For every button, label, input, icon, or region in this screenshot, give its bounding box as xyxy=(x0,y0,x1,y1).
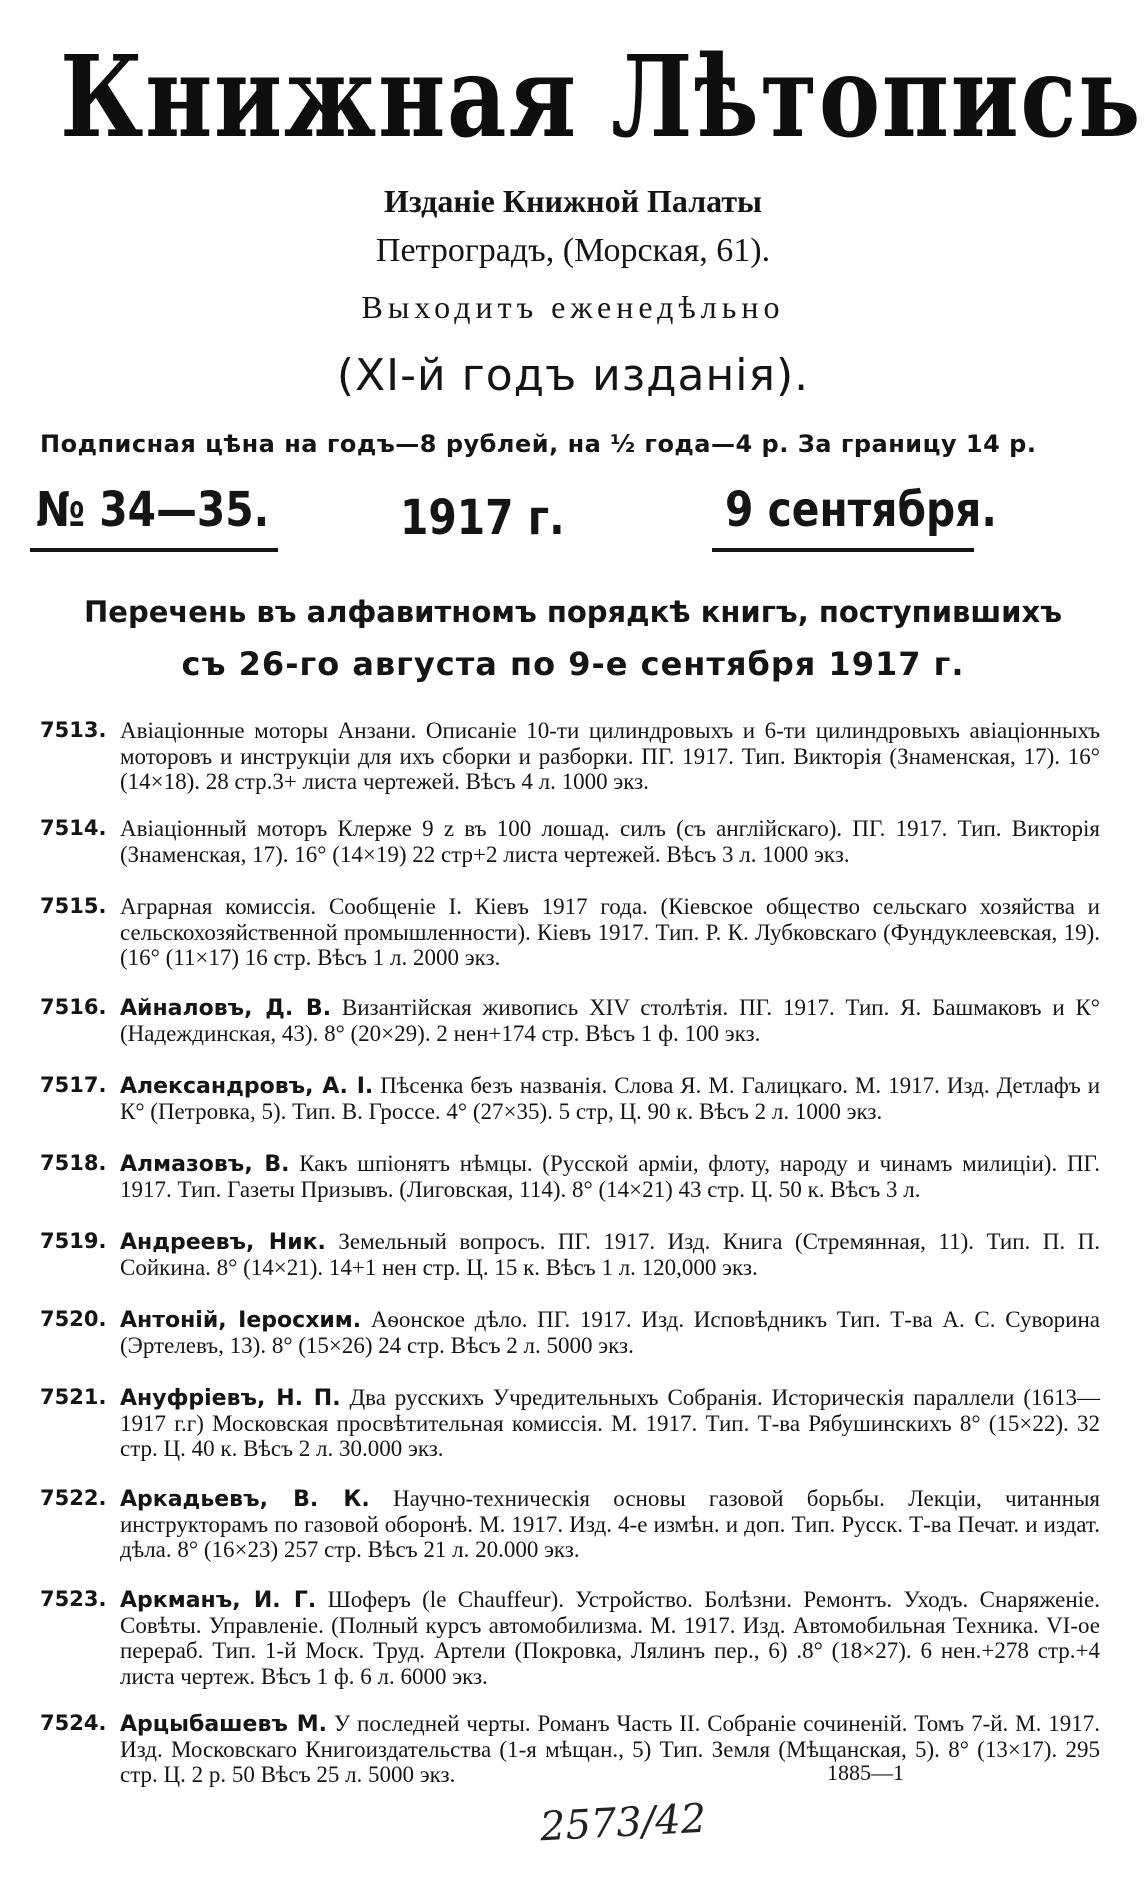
journal-title: Книжная Лѣтопись xyxy=(60,32,1142,163)
entry-text: Какъ шпіонятъ нѣмцы. (Русской арміи, флоту, народу и чинамъ милиціи). ПГ. 1917. Тип. Газеты Призывъ. (Лиговская, 114). 8° (14×21) 43 стр. Ц. 50 к. Вѣсъ 3 л. xyxy=(120,1151,1101,1203)
list-item xyxy=(40,1385,1100,1486)
entry-author: Алмазовъ, В. xyxy=(120,1152,290,1177)
entry-number: 7516. xyxy=(40,995,107,1019)
entry-number: 7513. xyxy=(40,718,107,742)
list-item xyxy=(40,718,1100,816)
list-item xyxy=(40,1711,1100,1812)
entry-number: 7523. xyxy=(40,1587,107,1611)
entry-author: Андреевъ, Ник. xyxy=(120,1230,326,1255)
list-item xyxy=(40,816,1100,894)
list-item xyxy=(40,894,1100,995)
entry-number: 7522. xyxy=(40,1486,107,1510)
entry-number: 7519. xyxy=(40,1229,107,1253)
subscription-price: Подписная цѣна на годъ—8 рублей, на ½ года—4 р. За границу 14 р. xyxy=(40,430,1037,458)
issue-number: № 34—35. xyxy=(36,482,270,538)
entry-author: Антоній, Іеросхим. xyxy=(120,1308,362,1333)
entry-author: Аркманъ, И. Г. xyxy=(120,1588,317,1613)
entry-number: 7515. xyxy=(40,894,107,918)
entry-text: Пѣсенка безъ названія. Слова Я. М. Галицкаго. М. 1917. Изд. Детлафъ и К° (Петровка, 5). Тип. В. Гроссе. 4° (27×35). 5 стр, Ц. 90 к. Вѣсъ 2 л. 1000 экз. xyxy=(120,1073,1101,1125)
list-item xyxy=(40,1307,1100,1385)
address-line: Петроградъ, (Морская, 61). xyxy=(375,232,771,269)
entry-text: Два русскихъ Учредительныхъ Собранія. Историческія параллели (1613—1917 г.г) Московская просвѣтительная комиссія. М. 1917. Тип. Т-ва Рябушинскихъ 8° (15×22). 32 стр. Ц. 40 к. Вѣсъ 2 л. 30.000 экз. xyxy=(120,1385,1101,1462)
publication-year-line: (XI-й годъ изданія). xyxy=(336,350,810,401)
entry-author: Айналовъ, Д. В. xyxy=(120,996,332,1021)
entry-author: Ануфріевъ, Н. П. xyxy=(120,1386,341,1411)
frequency-line: Выходитъ еженедѣльно xyxy=(361,289,785,325)
entry-number: 7521. xyxy=(40,1385,107,1409)
list-item xyxy=(40,1229,1100,1307)
list-item xyxy=(40,995,1100,1073)
entry-text: Шоферъ (le Chauffeur). Устройство. Болѣзни. Ремонтъ. Уходъ. Снаряженіе. Совѣты. Управленіе. (Полный курсъ автомобилизма. М. 1917. Изд. Автомобильная Техника. VI-ое перераб. Тип. 1-й Моск. Труд. Артели (Покровка, Лялинъ пер., 6) .8° (18×27). 6 нен.+278 стр.+4 листа чертеж. Вѣсъ 1 ф. 6 л. 6000 экз. xyxy=(120,1587,1100,1689)
entry-text: Византійская живопись XIV столѣтія. ПГ. 1917. Тип. Я. Башмаковъ и К° (Надеждинская, 43). 8° (20×29). 2 нен+174 стр. Вѣсъ 1 ф. 100 экз. xyxy=(120,995,1100,1047)
entry-author: Арцыбашевъ М. xyxy=(120,1712,327,1737)
entry-number: 7520. xyxy=(40,1307,107,1331)
issue-date-underline xyxy=(712,548,974,552)
entry-author: Аркадьевъ, В. К. xyxy=(120,1487,370,1512)
list-title-line-2: съ 26-го августа по 9-е сентября 1917 г. xyxy=(181,645,965,683)
list-item xyxy=(40,1587,1100,1711)
entry-number: 7517. xyxy=(40,1073,107,1097)
book-list xyxy=(40,718,1100,1812)
entry-text: У последней черты. Романъ Часть II. Собраніе сочиненій. Томъ 7-й. М. 1917. Изд. Московскаго Книгоиздательства (1-я мѣщан., 5) Тип. Земля (Мѣщанская, 5). 8° (13×17). 295 стр. Ц. 2 р. 50 Вѣсъ 25 л. 5000 экз. xyxy=(120,1711,1101,1788)
list-item xyxy=(40,1486,1100,1587)
entry-text: Научно-техническія основы газовой борьбы. Лекціи, читанныя инструкторамъ по газовой оборонѣ. М. 1917. Изд. 4-е измѣн. и доп. Тип. Русск. Т-ва Печат. и издат. дѣла. 8° (16×23) 257 стр. Вѣсъ 21 л. 20.000 экз. xyxy=(120,1486,1101,1563)
handwritten-number: 2573/42 xyxy=(538,1795,708,1851)
entry-number: 7518. xyxy=(40,1151,107,1175)
issue-number-underline xyxy=(30,548,278,552)
issue-date: 9 сентября. xyxy=(725,482,997,538)
publisher-line: Изданіе Книжной Палаты xyxy=(383,183,763,219)
signature-code: 1885—1 xyxy=(827,1760,904,1785)
list-item xyxy=(40,1073,1100,1151)
list-title-line-1: Перечень въ алфавитномъ порядкѣ книгъ, поступившихъ xyxy=(84,595,1062,629)
entry-text: Аграрная комиссія. Сообщеніе I. Кіевъ 1917 года. (Кіевское общество сельскаго хозяйства и сельскохозяйственной промышленности). Кіевъ 1917. Тип. Р. К. Лубковскаго (Фундуклеевская, 19). (16° (11×17) 16 стр. Вѣсъ 1 л. 2000 экз. xyxy=(120,894,1100,971)
issue-year: 1917 г. xyxy=(400,490,565,546)
entry-number: 7524. xyxy=(40,1711,107,1735)
entry-author: Александровъ, А. I. xyxy=(120,1074,374,1099)
entry-text: Авіаціонные моторы Анзани. Описаніе 10-ти цилиндровыхъ и 6-ти цилиндровыхъ авіаціонныхъ моторовъ и инструкціи для ихъ сборки и разборки. ПГ. 1917. Тип. Викторія (Знаменская, 17). 16° (14×18). 28 стр.3+ листа чертежей. Вѣсъ 4 л. 1000 экз. xyxy=(120,718,1100,795)
entry-text: Авіаціонный моторъ Клерже 9 z въ 100 лошад. силъ (съ англійскаго). ПГ. 1917. Тип. Викторія (Знаменская, 17). 16° (14×19) 22 стр+2 листа чертежей. Вѣсъ 3 л. 1000 экз. xyxy=(120,816,1100,868)
entry-number: 7514. xyxy=(40,816,107,840)
entry-text: Земельный вопросъ. ПГ. 1917. Изд. Книга (Стремянная, 11). Тип. П. П. Сойкина. 8° (14×21). 14+1 нен стр. Ц. 15 к. Вѣсъ 1 л. 120,000 экз. xyxy=(120,1229,1100,1281)
entry-text: Аѳонское дѣло. ПГ. 1917. Изд. Исповѣдникъ Тип. Т-ва А. С. Суворина (Эртелевъ, 13). 8° (15×26) 24 стр. Вѣсъ 2 л. 5000 экз. xyxy=(120,1307,1100,1359)
list-item xyxy=(40,1151,1100,1229)
